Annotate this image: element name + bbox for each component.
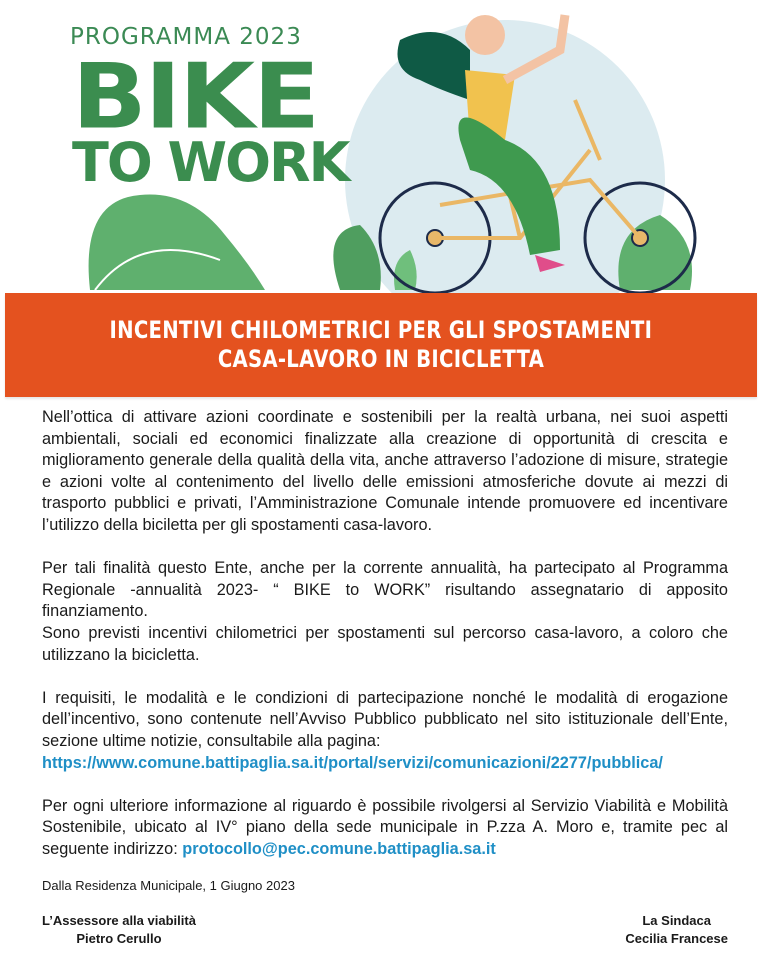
incentive-text: Sono previsti incentivi chilometrici per spostamenti sul percorso casa-lavoro, a coloro che utilizzano la bicicletta. xyxy=(42,623,728,664)
sindaca-name: Cecilia Francese xyxy=(625,931,728,946)
headline-banner xyxy=(5,293,757,397)
pec-email-link[interactable]: protocollo@pec.comune.battipaglia.sa.it xyxy=(182,839,496,858)
paragraph-requirements xyxy=(42,688,728,774)
requirements-text: I requisiti, le modalità e le condizioni di partecipazione nonché le modalità di erogazione dell’incentivo, sono contenute nell’Avviso Pubblico pubblicato nel sito istituzionale dell’Ente, sezione ultime notizie, consultabile alla pagina: xyxy=(42,688,728,750)
title-bike: BIKE xyxy=(72,44,319,150)
sindaca-role: La Sindaca xyxy=(642,913,711,928)
banner-line-2: CASA-LAVORO IN BICICLETTA xyxy=(217,345,545,373)
assessore-name: Pietro Cerullo xyxy=(76,931,162,946)
assessore-role: L’Assessore alla viabilità xyxy=(42,913,196,928)
signature-sindaca xyxy=(625,912,728,948)
paragraph-program xyxy=(42,558,728,666)
program-label: PROGRAMMA 2023 xyxy=(70,24,302,50)
notice-body xyxy=(42,407,728,882)
contact-text: Per ogni ulteriore informazione al riguardo è possibile rivolgersi al Servizio Viabilità e Mobilità Sostenibile, ubicato al IV° piano della sede municipale in P.zza A. Moro e, tramite pec al seguente indirizzo: xyxy=(42,796,728,858)
banner-line-1: INCENTIVI CHILOMETRICI PER GLI SPOSTAMENTI xyxy=(109,316,653,344)
paragraph-contact xyxy=(42,796,728,861)
title-to-work: TO WORK xyxy=(72,131,349,194)
issue-date: Dalla Residenza Municipale, 1 Giugno 2023 xyxy=(42,878,295,893)
program-text: Per tali finalità questo Ente, anche per la corrente annualità, ha partecipato al Programma Regionale -annualità 2023- “ BIKE to WORK” risultando assegnatario di apposito finanziamento. xyxy=(42,559,728,621)
paragraph-intro: Nell’ottica di attivare azioni coordinate e sostenibili per la realtà urbana, nei suoi aspetti ambientali, sociali ed economici finalizzate alla creazione di opportunità di crescita e miglioramento generale della qualità della vita, anche attraverso l’adozione di misure, strategie e azioni volte al contenimento del livello delle emissioni atmosferiche dovute ai mezzi di trasporto pubblici e privati, l’Amministrazione Comunale intende promuovere ed incentivare l’utilizzo della biciletta per gli spostamenti casa-lavoro. xyxy=(42,408,728,534)
notice-link[interactable]: https://www.comune.battipaglia.sa.it/portal/servizi/comunicazioni/2277/pubblica/ xyxy=(42,753,663,772)
signature-assessore xyxy=(42,912,196,948)
